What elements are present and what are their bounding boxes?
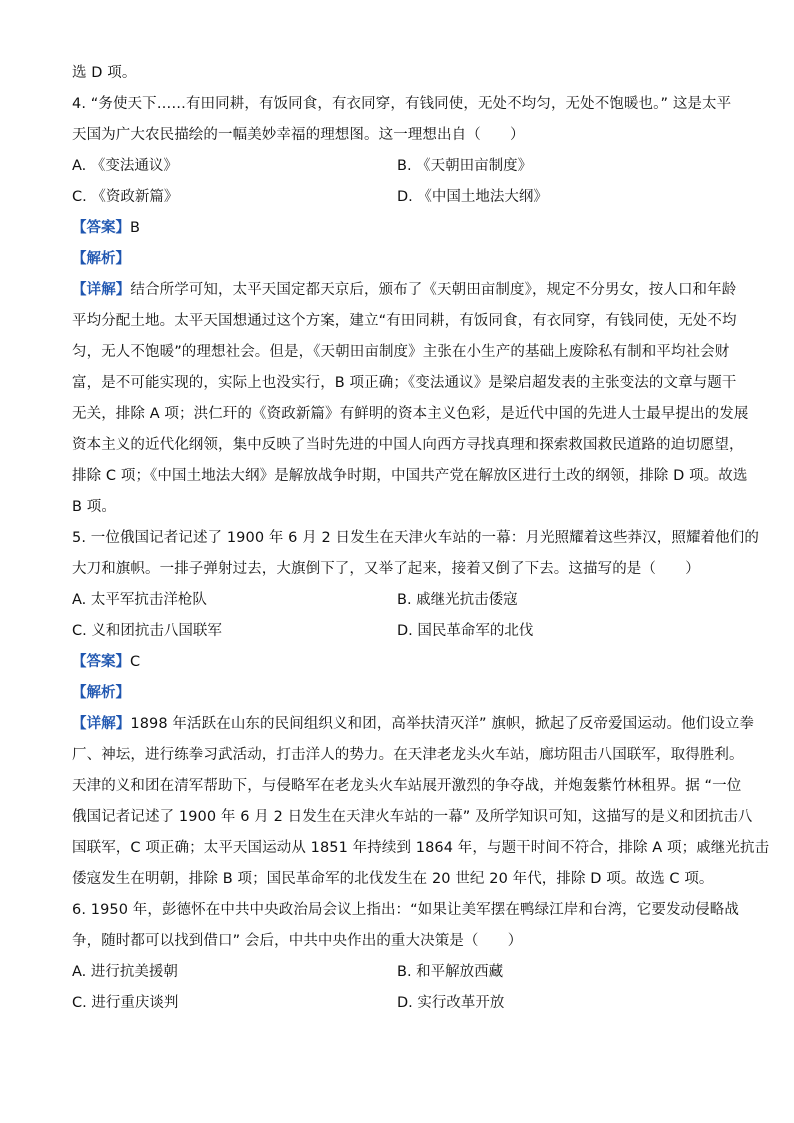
document-page <box>72 58 770 1019</box>
option-d: D. 《中国土地法大纲》 <box>397 189 548 205</box>
question-4 <box>72 89 749 523</box>
question-6-stem-line: 6. 1950 年，彭德怀在中共中央政治局会议上指出：“如果让美军摆在鸭绿江岸和台湾，它要发动侵略战 <box>72 902 739 918</box>
answer-line <box>72 213 724 244</box>
detail-text-line: 厂、神坛，进行练拳习武活动，打击洋人的势力。在天津老龙头火车站，廊坊阻击八国联军，取得胜利。 <box>72 747 744 763</box>
question-5-stem-line: 5. 一位俄国记者记述了 1900 年 6 月 2 日发生在天津火车站的一幕：月光照耀着这些莽汉，照耀着他们的 <box>72 530 759 546</box>
answer-line <box>72 647 724 678</box>
answer-value: C <box>130 654 141 670</box>
question-4-stem-line: 4. “务使天下……有田同耕，有饭同食，有衣同穿，有钱同使，无处不均匀，无处不饱暖也。” 这是太平 <box>72 96 732 112</box>
question-5-options-row <box>72 616 724 647</box>
detail-text-line: 天津的义和团在清军帮助下，与侵略军在老龙头火车站展开激烈的争夺战，并炮轰紫竹林租界。据 “一位 <box>72 778 742 794</box>
detail-text-line: 资本主义的近代化纲领，集中反映了当时先进的中国人向西方寻找真理和探索救国救民道路的迫切愿望， <box>72 437 744 453</box>
detail-text: 1898 年活跃在山东的民间组织义和团，高举扶清灭洋” 旗帜，掀起了反帝爱国运动。他们设立拳 <box>130 716 755 732</box>
option-d: D. 实行改革开放 <box>397 995 505 1011</box>
option-d: D. 国民革命军的北伐 <box>397 623 534 639</box>
question-5-stem-line: 大刀和旗帜。一排子弹射过去，大旗倒下了，又举了起来，接着又倒了下去。这描写的是（ ） <box>72 561 700 577</box>
detail-text-line: 富，是不可能实现的，实际上也没实行，B 项正确；《变法通议》是梁启超发表的主张变法的文章与题干 <box>72 375 737 391</box>
option-a: A. 进行抗美援朝 <box>72 964 178 980</box>
question-5 <box>72 523 770 895</box>
question-4-options-row <box>72 182 724 213</box>
analysis-tag: 【解析】 <box>72 685 130 701</box>
question-6-options-row <box>72 957 724 988</box>
option-c: C. 《资政新篇》 <box>72 189 179 205</box>
option-b: B. 戚继光抗击倭寇 <box>397 592 518 608</box>
question-5-options-row <box>72 585 724 616</box>
detail-text-line: 国联军，C 项正确；太平天国运动从 1851 年持续到 1864 年，与题干时间不符合，排除 A 项；戚继光抗击 <box>72 840 770 856</box>
intro-line: 选 D 项。 <box>72 65 137 81</box>
detail-line <box>72 709 755 740</box>
detail-text-line: 平均分配土地。太平天国想通过这个方案，建立“有田同耕，有饭同食，有衣同穿，有钱同使，无处不均 <box>72 313 737 329</box>
question-6-stem-line: 争，随时都可以找到借口” 会后，中共中央作出的重大决策是（ ） <box>72 933 523 949</box>
question-4-stem-line: 天国为广大农民描绘的一幅美妙幸福的理想图。这一理想出自（ ） <box>72 127 525 143</box>
detail-text-line: B 项。 <box>72 499 116 515</box>
question-6 <box>72 895 739 1019</box>
answer-tag: 【答案】 <box>72 654 130 670</box>
option-c: C. 进行重庆谈判 <box>72 995 179 1011</box>
analysis-tag: 【解析】 <box>72 251 130 267</box>
detail-tag: 【详解】 <box>72 716 131 732</box>
question-6-options-row <box>72 988 724 1019</box>
question-4-options-row <box>72 151 724 182</box>
detail-text-line: 俄国记者记述了 1900 年 6 月 2 日发生在天津火车站的一幕” 及所学知识可知，这描写的是义和团抗击八 <box>72 809 753 825</box>
detail-text-line: 匀，无人不饱暖”的理想社会。但是，《天朝田亩制度》主张在小生产的基础上废除私有制和平均社会财 <box>72 344 730 360</box>
detail-text-line: 倭寇发生在明朝，排除 B 项；国民革命军的北伐发生在 20 世纪 20 年代，排除 D 项。故选 C 项。 <box>72 871 714 887</box>
option-a: A. 《变法通议》 <box>72 158 178 174</box>
detail-line <box>72 275 737 306</box>
option-b: B. 《天朝田亩制度》 <box>397 158 533 174</box>
detail-tag: 【详解】 <box>72 282 131 298</box>
answer-tag: 【答案】 <box>72 220 130 236</box>
detail-text: 结合所学可知，太平天国定都天京后，颁布了《天朝田亩制度》，规定不分男女，按人口和年龄 <box>130 282 737 298</box>
option-a: A. 太平军抗击洋枪队 <box>72 592 207 608</box>
detail-text-line: 排除 C 项；《中国土地法大纲》是解放战争时期，中国共产党在解放区进行土改的纲领，排除 D 项。故选 <box>72 468 748 484</box>
analysis-line <box>72 244 724 275</box>
analysis-line <box>72 678 724 709</box>
option-b: B. 和平解放西藏 <box>397 964 504 980</box>
detail-text-line: 无关，排除 A 项；洪仁玕的《资政新篇》有鲜明的资本主义色彩，是近代中国的先进人士最早提出的发展 <box>72 406 749 422</box>
answer-value: B <box>130 220 140 236</box>
option-c: C. 义和团抗击八国联军 <box>72 623 222 639</box>
